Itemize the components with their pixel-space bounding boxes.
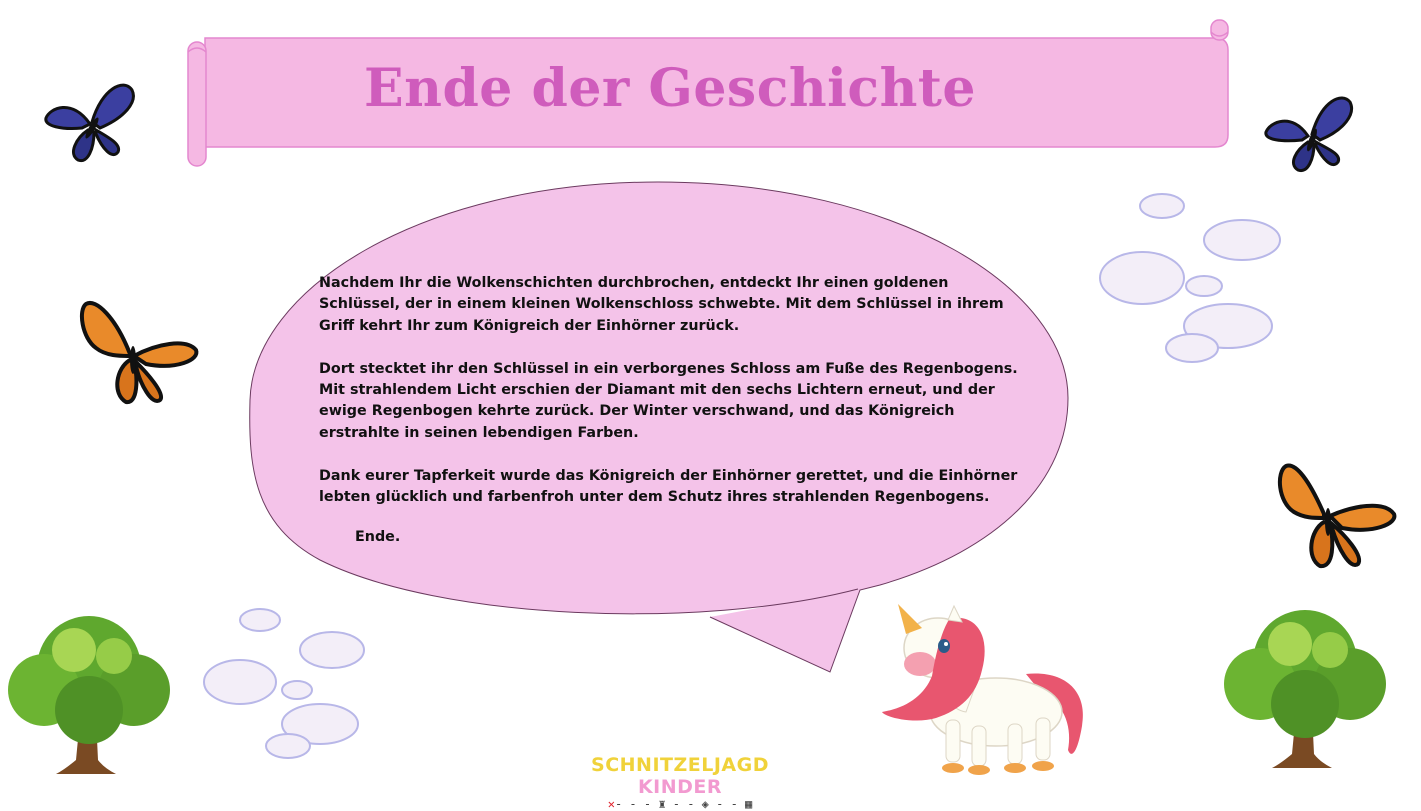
story-paragraph-1: Nachdem Ihr die Wolkenschichten durchbrochen, entdeckt Ihr einen goldenen Schlüssel, der in einem kleinen Wolkenschloss schwebte. Mit dem Schlüssel in ihrem Griff kehrt Ihr zum Königreich der Einhörner zurück. xyxy=(319,275,1004,334)
tree-icon xyxy=(4,610,174,778)
logo-text-part2: KINDER xyxy=(637,776,723,798)
butterfly-blue-icon xyxy=(42,78,138,166)
unicorn-icon xyxy=(876,600,1094,780)
brand-logo xyxy=(558,754,802,811)
cloud-icon xyxy=(202,604,372,762)
butterfly-orange-icon xyxy=(1274,462,1400,570)
cloud-icon xyxy=(1092,186,1292,370)
story-closing: Ende. xyxy=(355,529,401,545)
story-paragraph-3: Dank eurer Tapferkeit wurde das Königreich der Einhörner gerettet, und die Einhörner lebten glücklich und farbenfroh unter dem Schutz ihres strahlenden Regenbogens. xyxy=(319,467,1018,506)
tree-icon xyxy=(1220,604,1390,772)
story-paragraph-2: Dort stecktet ihr den Schlüssel in ein verborgenes Schloss am Fuße des Regenbogens. Mit strahlendem Licht erschien der Diamant mit den sechs Lichtern erneut, und der ewige Regenbogen kehrte zurück. Der Winter verschwand, und das Königreich erstrahlte in seinen lebendigen Farben. xyxy=(319,360,1018,441)
logo-trail-icon: ✕- - - ♜ - - ◈ - - ▦ xyxy=(607,797,753,811)
logo-text-part1: SCHNITZELJAGD xyxy=(591,754,769,776)
butterfly-orange-icon xyxy=(76,298,202,406)
page-title: Ende der Geschichte xyxy=(364,58,976,119)
story-text xyxy=(319,273,1019,530)
butterfly-blue-icon xyxy=(1262,92,1358,174)
